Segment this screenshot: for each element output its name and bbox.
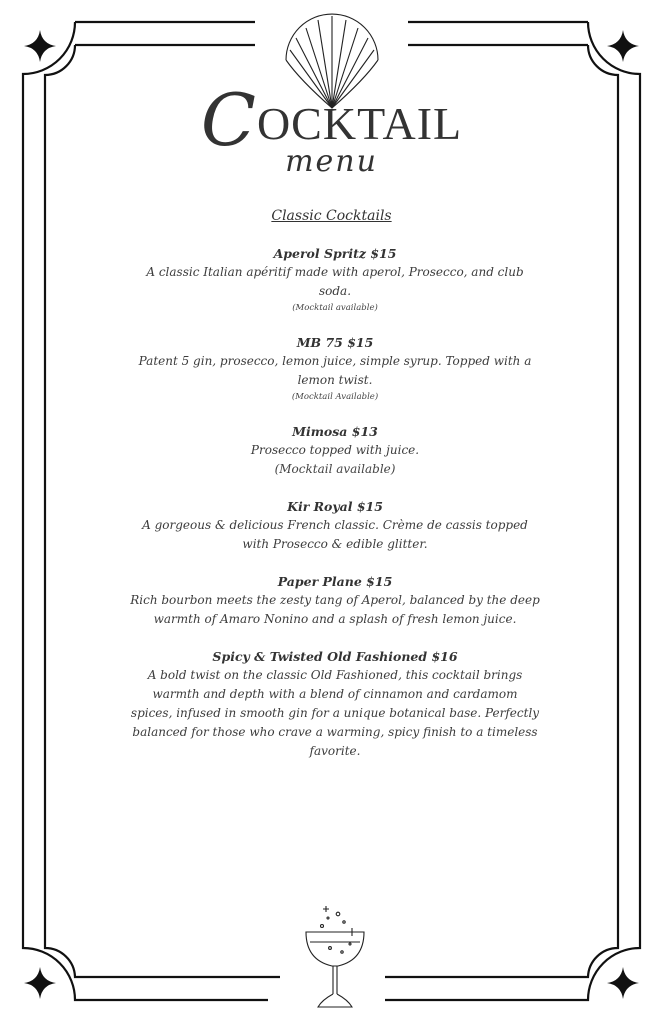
menu-item xyxy=(130,572,540,629)
item-description: Rich bourbon meets the zesty tang of Aperol, balanced by the deep warmth of Amaro Nonino and a splash of fresh lemon juice. xyxy=(130,593,540,626)
section-title: Classic Cocktails xyxy=(271,208,392,224)
item-description: A classic Italian apéritif made with aperol, Prosecco, and club soda. xyxy=(146,265,524,298)
item-note: (Mocktail available) xyxy=(274,462,396,476)
title-initial: C xyxy=(200,78,257,162)
item-name: Aperol Spritz $15 xyxy=(273,246,397,261)
title-rest: OCKTAIL xyxy=(256,98,463,149)
item-description: A gorgeous & delicious French classic. Crème de cassis topped with Prosecco & edible glitter. xyxy=(142,518,528,551)
item-name: Kir Royal $15 xyxy=(287,499,383,514)
sparkle-star-icon xyxy=(24,30,56,62)
menu-item xyxy=(130,497,540,554)
menu-item xyxy=(130,647,540,761)
menu-title xyxy=(0,78,663,179)
item-description: Prosecco topped with juice. xyxy=(250,443,420,457)
item-name: Paper Plane $15 xyxy=(277,574,393,589)
menu-item xyxy=(130,244,540,315)
sparkle-star-icon xyxy=(24,967,56,999)
menu-item xyxy=(130,422,540,479)
coupe-glass-icon xyxy=(306,906,364,1007)
item-note: (Mocktail available) xyxy=(292,303,378,313)
item-name: Spicy & Twisted Old Fashioned $16 xyxy=(212,649,458,664)
item-description: Patent 5 gin, prosecco, lemon juice, simple syrup. Topped with a lemon twist. xyxy=(138,354,532,387)
title-subtitle: menu xyxy=(285,144,378,179)
sparkle-star-icon xyxy=(607,967,639,999)
menu-items xyxy=(130,244,540,779)
sparkle-star-icon xyxy=(607,30,639,62)
item-name: Mimosa $13 xyxy=(292,424,378,439)
menu-item xyxy=(130,333,540,404)
item-description: A bold twist on the classic Old Fashioned, this cocktail brings warmth and depth with a blend of cinnamon and cardamom spices, infused in smooth gin for a unique botanical base. Perfectly balanced for those who crave a warming, spicy finish to a timeless favorite. xyxy=(130,668,540,758)
item-note: (Mocktail Available) xyxy=(291,392,379,402)
item-name: MB 75 $15 xyxy=(296,335,374,350)
